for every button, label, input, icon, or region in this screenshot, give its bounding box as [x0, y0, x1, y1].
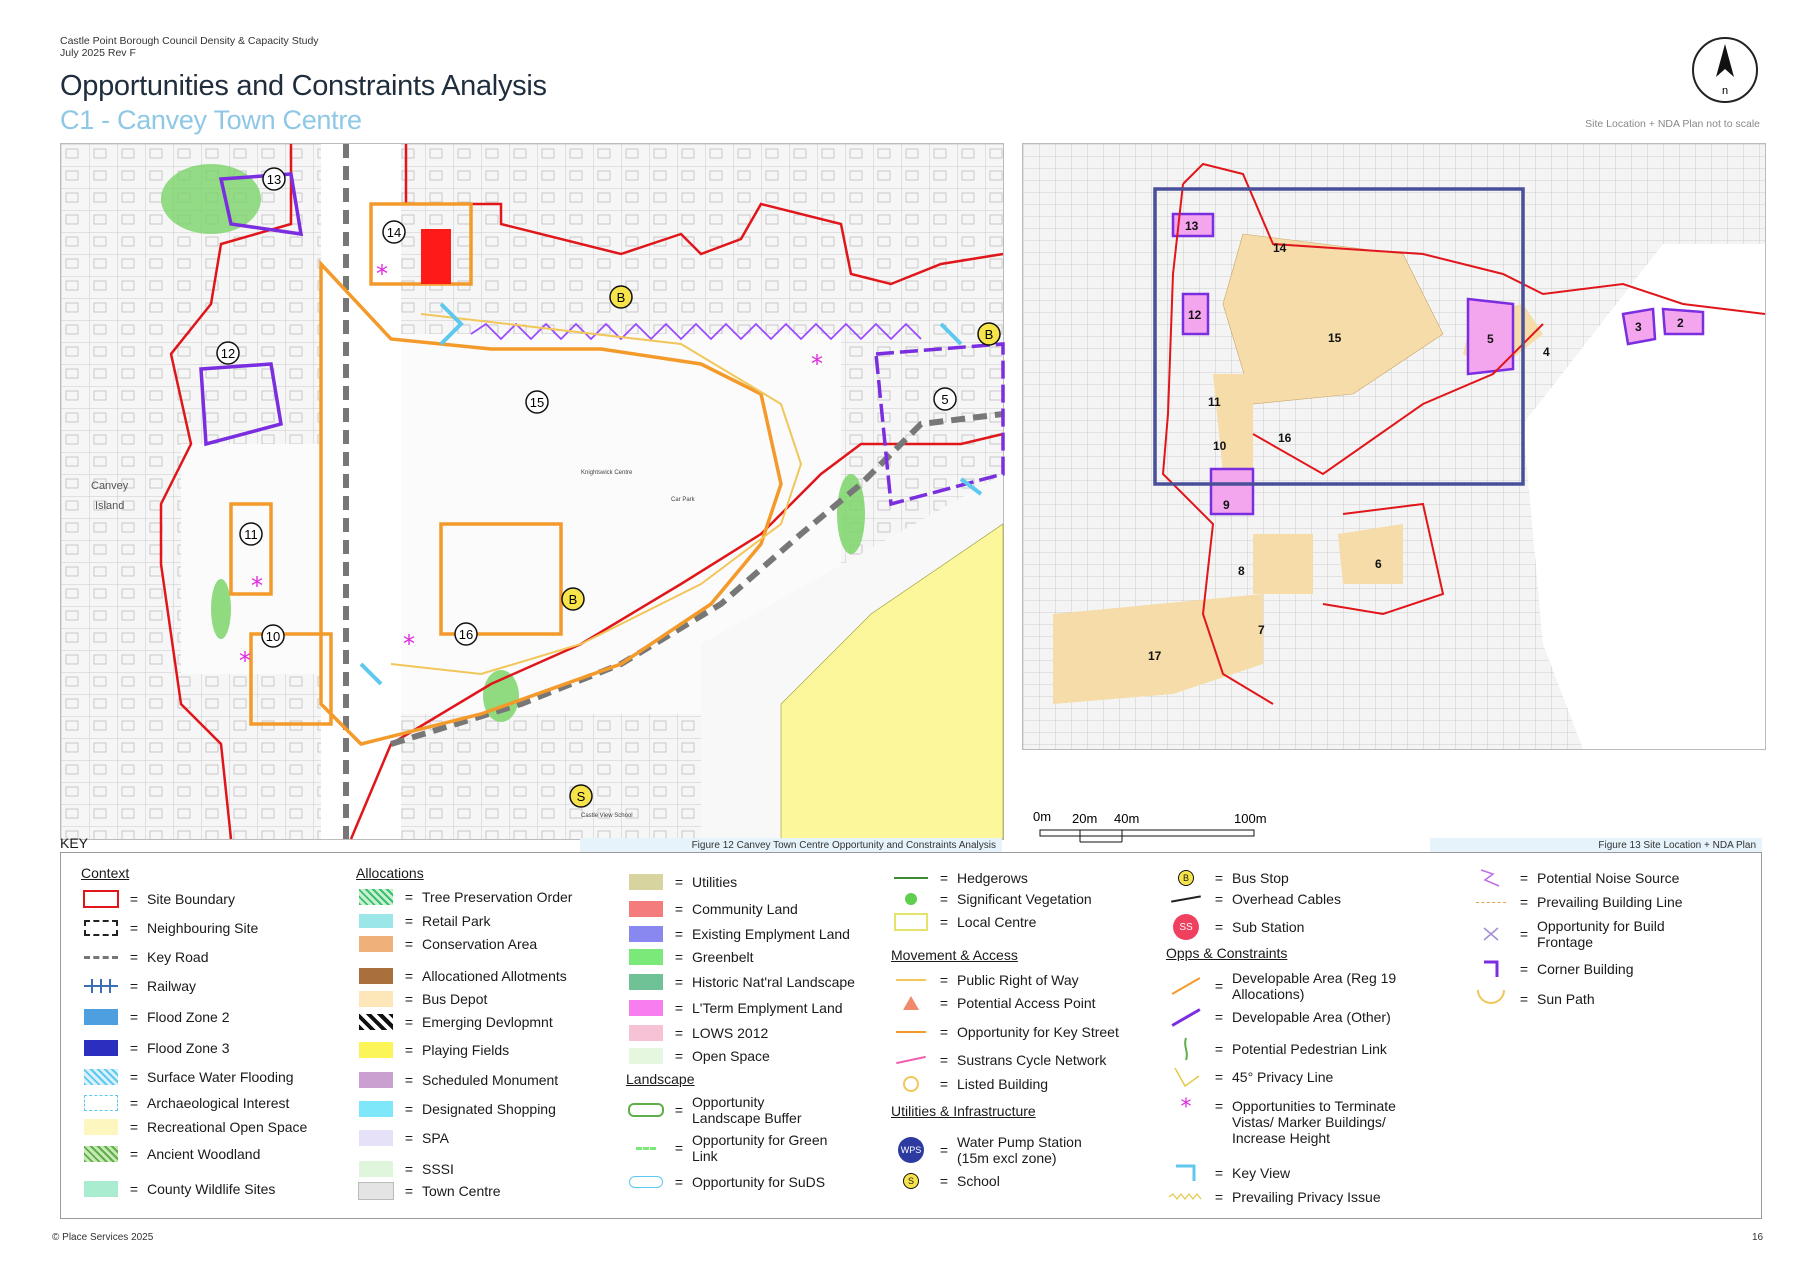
legend-row: = Key Road: [81, 946, 208, 968]
suds-swatch: [626, 1173, 666, 1191]
legend-row: = Open Space: [626, 1045, 770, 1067]
neighbouring-site-swatch: [81, 919, 121, 937]
site-number: 10: [265, 629, 281, 644]
corner-building-swatch: [1471, 960, 1511, 978]
lows-swatch: [626, 1024, 666, 1042]
legend-row: = SPA: [356, 1127, 449, 1149]
legend-row: = Emerging Devlopmnt: [356, 1011, 553, 1033]
site-number: 17: [1148, 649, 1162, 663]
community-land-swatch: [626, 900, 666, 918]
legend-box: [60, 852, 1762, 1219]
build-frontage-swatch: [1471, 925, 1511, 943]
legend-row: = Prevailing Privacy Issue: [1166, 1186, 1381, 1208]
legend-row: = Scheduled Monument: [356, 1069, 558, 1091]
utilities-swatch: [626, 873, 666, 891]
legend-row: = 45° Privacy Line: [1166, 1063, 1333, 1091]
noise-source-swatch: [1471, 869, 1511, 887]
revision: July 2025 Rev F: [60, 47, 136, 59]
scheduled-monument-swatch: [356, 1071, 396, 1089]
legend-row: = Opportunity Landscape Buffer: [626, 1093, 802, 1127]
legend-row: * = Opportunities to Terminate Vistas/ Marker Buildings/ Increase Height: [1166, 1098, 1396, 1150]
svg-text:*: *: [403, 630, 415, 658]
north-arrow: [1692, 37, 1758, 103]
legend-row: = Sustrans Cycle Network: [891, 1049, 1106, 1071]
sssi-swatch: [356, 1160, 396, 1178]
overhead-cables-swatch: [1166, 890, 1206, 908]
place-label: Island: [95, 500, 125, 512]
page-title: Opportunities and Constraints Analysis: [60, 70, 547, 102]
legend-group-context: Context: [81, 865, 130, 881]
flood-zone-3-swatch: [81, 1039, 121, 1057]
county-wildlife-swatch: [81, 1180, 121, 1198]
study-name: Castle Point Borough Council Density & Capacity Study: [60, 35, 319, 47]
legend-row: S = School: [891, 1170, 1000, 1192]
svg-text:*: *: [251, 572, 263, 600]
left-map[interactable]: [60, 143, 1004, 840]
right-map[interactable]: [1022, 143, 1766, 750]
legend-row: = Opportunity for SuDS: [626, 1171, 825, 1193]
site-marker[interactable]: [526, 391, 548, 413]
site-marker[interactable]: [217, 342, 239, 364]
copyright: © Place Services 2025: [52, 1232, 154, 1243]
legend-row: = Potential Pedestrian Link: [1166, 1035, 1387, 1063]
privacy-issue-swatch: [1166, 1188, 1206, 1206]
site-number: 5: [941, 392, 949, 407]
legend-row: = Tree Preservation Order: [356, 886, 572, 908]
site-number: 14: [386, 225, 402, 240]
site-number: 16: [1278, 431, 1292, 445]
legend-row: = Utilities: [626, 871, 737, 893]
vegetation-swatch: [891, 890, 931, 908]
legend-row: = Town Centre: [356, 1180, 501, 1202]
legend-row: = Key View: [1166, 1162, 1290, 1184]
developable-reg19-swatch: [1166, 977, 1206, 995]
legend-row: = Historic Nat'ral Landscape: [626, 971, 855, 993]
bus-stop-swatch: B: [1166, 869, 1206, 887]
school-marker[interactable]: [570, 785, 592, 807]
bus-stop-marker[interactable]: [978, 323, 1000, 345]
school-swatch: S: [891, 1172, 931, 1190]
right-map-caption: Figure 13 Site Location + NDA Plan: [1430, 838, 1762, 853]
bus-stop-label: B: [616, 290, 626, 305]
green-area: [211, 579, 231, 639]
legend-row: = Developable Area (Reg 19 Allocations): [1166, 969, 1396, 1003]
bus-stop-marker[interactable]: [562, 588, 584, 610]
flood-zone-2-swatch: [81, 1008, 121, 1026]
legend-row: = Flood Zone 3: [81, 1037, 230, 1059]
scale-label: 20m: [1072, 811, 1098, 826]
legend-row: = Railway: [81, 975, 196, 997]
sun-path-swatch: [1471, 990, 1511, 1008]
legend-row: = Public Right of Way: [891, 969, 1079, 991]
legend-row: = Existing Emplyment Land: [626, 923, 850, 945]
scale-label: 40m: [1114, 811, 1140, 826]
landscape-buffer-swatch: [626, 1101, 666, 1119]
legend-group-movement: Movement & Access: [891, 947, 1018, 963]
legend-row: = Community Land: [626, 898, 798, 920]
page-subtitle: C1 - Canvey Town Centre: [60, 105, 362, 135]
emerging-dev-swatch: [356, 1013, 396, 1031]
playing-fields-swatch: [356, 1041, 396, 1059]
site-number: 15: [1328, 331, 1342, 345]
legend-row: = Ancient Woodland: [81, 1143, 260, 1165]
site-marker[interactable]: [455, 623, 477, 645]
site-marker[interactable]: [262, 625, 284, 647]
legend-row: = Opportunity for Green Link: [626, 1131, 827, 1165]
bus-stop-label: B: [568, 592, 578, 607]
legend-row: SS = Sub Station: [1166, 913, 1304, 941]
legend-row: = Opportunity for Build Frontage: [1471, 917, 1665, 951]
existing-employment-swatch: [626, 925, 666, 943]
left-map-caption: Figure 12 Canvey Town Centre Opportunity and Constraints Analysis: [580, 838, 1002, 853]
scale-label: 0m: [1033, 809, 1052, 824]
key-road-swatch: [81, 948, 121, 966]
key-title: KEY: [60, 835, 89, 851]
site-number: 11: [244, 527, 258, 542]
legend-row: = County Wildlife Sites: [81, 1178, 275, 1200]
green-area: [161, 164, 261, 234]
water-pump-swatch: WPS: [891, 1141, 931, 1159]
site-marker[interactable]: [240, 523, 262, 545]
legend-row: = Significant Vegetation: [891, 888, 1092, 910]
building-line-swatch: [1471, 893, 1511, 911]
site-number: 16: [458, 627, 474, 642]
legend-row: = Allocationed Allotments: [356, 965, 567, 987]
legend-row: = Potential Noise Source: [1471, 867, 1679, 889]
open-space-swatch: [626, 1047, 666, 1065]
legend-row: = Playing Fields: [356, 1039, 509, 1061]
legend-group-allocations: Allocations: [356, 865, 424, 881]
site-number: 12: [1188, 308, 1202, 322]
pedestrian-link-swatch: [1166, 1040, 1206, 1058]
legend-row: = Developable Area (Other): [1166, 1006, 1391, 1028]
legend-row: B = Bus Stop: [1166, 867, 1289, 889]
legend-group-opps: Opps & Constraints: [1166, 945, 1288, 961]
legend-row: = Hedgerows: [891, 867, 1028, 889]
scale-note: Site Location + NDA Plan not to scale: [1585, 118, 1760, 130]
legend-row: = Prevailing Building Line: [1471, 891, 1683, 913]
svg-text:*: *: [376, 260, 388, 288]
tan-area: [1253, 534, 1313, 594]
surface-water-swatch: [81, 1068, 121, 1086]
hedgerow-swatch: [891, 869, 931, 887]
tpo-swatch: [356, 888, 396, 906]
ancient-woodland-swatch: [81, 1145, 121, 1163]
legend-row: = Retail Park: [356, 910, 490, 932]
legend-row: = Neighbouring Site: [81, 917, 258, 939]
recreational-space-swatch: [81, 1118, 121, 1136]
sub-station-swatch: SS: [1166, 918, 1206, 936]
bus-depot-swatch: [356, 990, 396, 1008]
legend-row: = Sun Path: [1471, 985, 1595, 1013]
greenbelt-swatch: [626, 948, 666, 966]
north-arrow-icon: [1694, 39, 1756, 101]
site-number: 3: [1635, 320, 1642, 334]
school-label: S: [576, 789, 586, 804]
site-number: 4: [1543, 345, 1550, 359]
local-centre-swatch: [891, 913, 931, 931]
site-number: 8: [1238, 564, 1245, 578]
access-point-swatch: [891, 994, 931, 1012]
archaeological-swatch: [81, 1094, 121, 1112]
legend-row: = L'Term Emplyment Land: [626, 997, 843, 1019]
site-boundary-swatch: [81, 890, 121, 908]
conservation-swatch: [356, 935, 396, 953]
legend-row: = LOWS 2012: [626, 1022, 768, 1044]
legend-row: = Conservation Area: [356, 933, 537, 955]
legend-row: = SSSI: [356, 1158, 454, 1180]
site-number: 14: [1273, 241, 1287, 255]
site-marker[interactable]: [383, 221, 405, 243]
legend-row: = Site Boundary: [81, 888, 235, 910]
historic-landscape-swatch: [626, 973, 666, 991]
legend-group-utilities: Utilities & Infrastructure: [891, 1103, 1036, 1119]
key-street-swatch: [891, 1023, 931, 1041]
legend-row: = Greenbelt: [626, 946, 753, 968]
legend-row: = Surface Water Flooding: [81, 1066, 294, 1088]
site-number: 15: [529, 395, 545, 410]
legend-group-landscape: Landscape: [626, 1071, 695, 1087]
legend-row: = Listed Building: [891, 1073, 1048, 1095]
designated-shopping-swatch: [356, 1100, 396, 1118]
cycle-swatch: [891, 1051, 931, 1069]
site-marker[interactable]: [934, 388, 956, 410]
site-number: 6: [1375, 557, 1382, 571]
pink-area: [1211, 469, 1253, 514]
developable-other-swatch: [1166, 1008, 1206, 1026]
site-number: 5: [1487, 332, 1494, 346]
legend-row: = Potential Access Point: [891, 992, 1096, 1014]
green-area: [837, 474, 865, 554]
legend-row: = Recreational Open Space: [81, 1116, 307, 1138]
page-number: 16: [1752, 1232, 1764, 1243]
scale-bar-graphic: [1030, 808, 1267, 848]
legend-row: = Flood Zone 2: [81, 1006, 230, 1028]
legend-row: WPS = Water Pump Station (15m excl zone): [891, 1133, 1082, 1167]
site-number: 13: [1185, 219, 1199, 233]
legend-row: = Corner Building: [1471, 958, 1634, 980]
site-number: 11: [1208, 395, 1221, 409]
bus-stop-label: B: [984, 327, 994, 342]
railway-swatch: [81, 977, 121, 995]
green-link-swatch: [626, 1139, 666, 1157]
svg-text:*: *: [239, 647, 251, 675]
bus-stop-marker[interactable]: [610, 286, 632, 308]
site-number: 2: [1677, 316, 1684, 330]
right-map-canvas[interactable]: [1023, 144, 1765, 749]
building-label: Car Park: [671, 497, 695, 503]
building-label: Castle View School: [581, 813, 633, 819]
legend-row: = Designated Shopping: [356, 1098, 556, 1120]
marker-star-swatch: *: [1180, 1094, 1192, 1120]
privacy-line-swatch: [1166, 1068, 1206, 1086]
site-number: 7: [1258, 623, 1265, 637]
site-number: 12: [220, 346, 236, 361]
allotments-swatch: [356, 967, 396, 985]
legend-row: = Bus Depot: [356, 988, 487, 1010]
scale-bar: [1030, 808, 1267, 848]
north-label: n: [1721, 85, 1729, 97]
building-label: Knightswick Centre: [581, 470, 633, 476]
tan-area: [1338, 524, 1403, 584]
site-number: 13: [266, 172, 282, 187]
prow-swatch: [891, 971, 931, 989]
site-number: 10: [1213, 439, 1227, 453]
spa-swatch: [356, 1129, 396, 1147]
site-marker[interactable]: [263, 168, 285, 190]
town-centre-swatch: [356, 1182, 396, 1200]
legend-row: = Opportunity for Key Street: [891, 1021, 1119, 1043]
scale-label: 100m: [1234, 811, 1267, 826]
lterm-employment-swatch: [626, 999, 666, 1017]
community-land-block: [421, 229, 451, 284]
site-number: 9: [1223, 498, 1230, 512]
legend-row: = Archaeological Interest: [81, 1092, 289, 1114]
left-map-canvas[interactable]: [61, 144, 1003, 839]
retail-park-swatch: [356, 912, 396, 930]
listed-building-swatch: [891, 1075, 931, 1093]
legend-row: = Local Centre: [891, 911, 1036, 933]
key-view-swatch: [1166, 1164, 1206, 1182]
svg-text:*: *: [811, 350, 823, 378]
legend-row: = Overhead Cables: [1166, 888, 1341, 910]
place-label: Canvey: [91, 480, 129, 492]
